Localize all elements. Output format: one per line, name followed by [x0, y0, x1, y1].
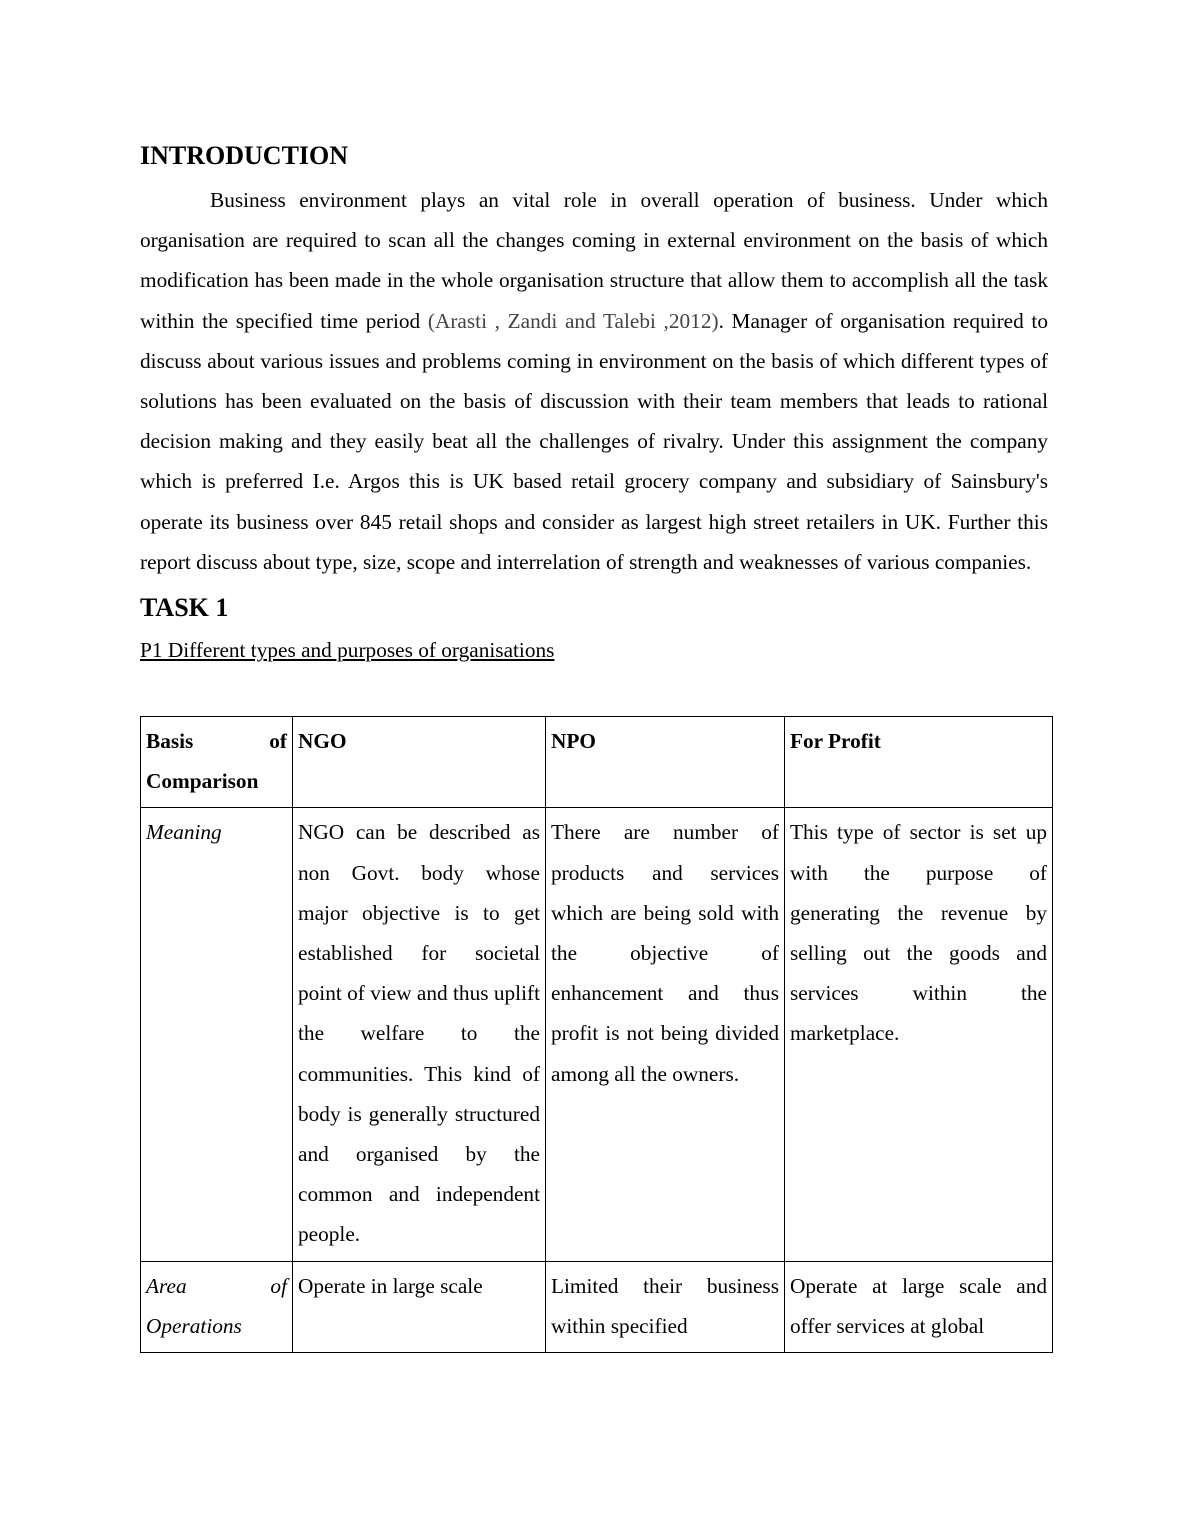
cell-ngo-meaning: NGO can be described as non Govt. body whose major objective is to get established for societal point of view and thus uplift the welfare to the communities. This kind of body is generally structured and organised by the common and independent people.	[293, 808, 546, 1261]
intro-text-part-1: Business environment plays an vital role in overall operation of business. Under which organisation are required to scan all the changes coming in external environment on the basis of which modification has been made in the whole organisation structure that allow them to accomplish all the task within the specified time period	[140, 188, 1048, 333]
cell-for-profit-area: Operate at large scale and offer services at global	[785, 1261, 1053, 1352]
table-row	[141, 1261, 1053, 1352]
table-row	[141, 808, 1053, 1261]
task1-subheading: P1 Different types and purposes of organisations	[140, 638, 555, 663]
intro-text-part-2: . Manager of organisation required to discuss about various issues and problems coming in environment on the basis of which different types of solutions has been evaluated on the basis of discussion with their team members that leads to rational decision making and they easily beat all the challenges of rivalry. Under this assignment the company which is preferred I.e. Argos this is UK based retail grocery company and subsidiary of Sainsbury's operate its business over 845 retail shops and consider as largest high street retailers in UK. Further this report discuss about type, size, scope and interrelation of strength and weaknesses of various companies.	[140, 308, 1048, 574]
header-for-profit: For Profit	[785, 717, 1053, 808]
row-label-area-of-operations: Area of Operations	[141, 1261, 293, 1352]
document-page	[140, 138, 1052, 1353]
introduction-paragraph	[140, 180, 1048, 582]
cell-npo-meaning: There are number of products and services which are being sold with the objective of enhancement and thus profit is not being divided among all the owners.	[546, 808, 785, 1261]
header-basis: Basis of Comparison	[141, 717, 293, 808]
introduction-heading: INTRODUCTION	[140, 141, 349, 170]
header-npo: NPO	[546, 717, 785, 808]
comparison-table	[140, 716, 1053, 1353]
row-label-meaning: Meaning	[141, 808, 293, 1261]
table-header-row	[141, 717, 1053, 808]
task1-heading: TASK 1	[140, 593, 229, 623]
cell-npo-area: Limited their business within specified	[546, 1261, 785, 1352]
cell-for-profit-meaning: This type of sector is set up with the purpose of generating the revenue by selling out the goods and services within the marketplace.	[785, 808, 1053, 1261]
header-ngo: NGO	[293, 717, 546, 808]
intro-citation: (Arasti , Zandi and Talebi ,2012)	[427, 308, 719, 333]
cell-ngo-area: Operate in large scale	[293, 1261, 546, 1352]
